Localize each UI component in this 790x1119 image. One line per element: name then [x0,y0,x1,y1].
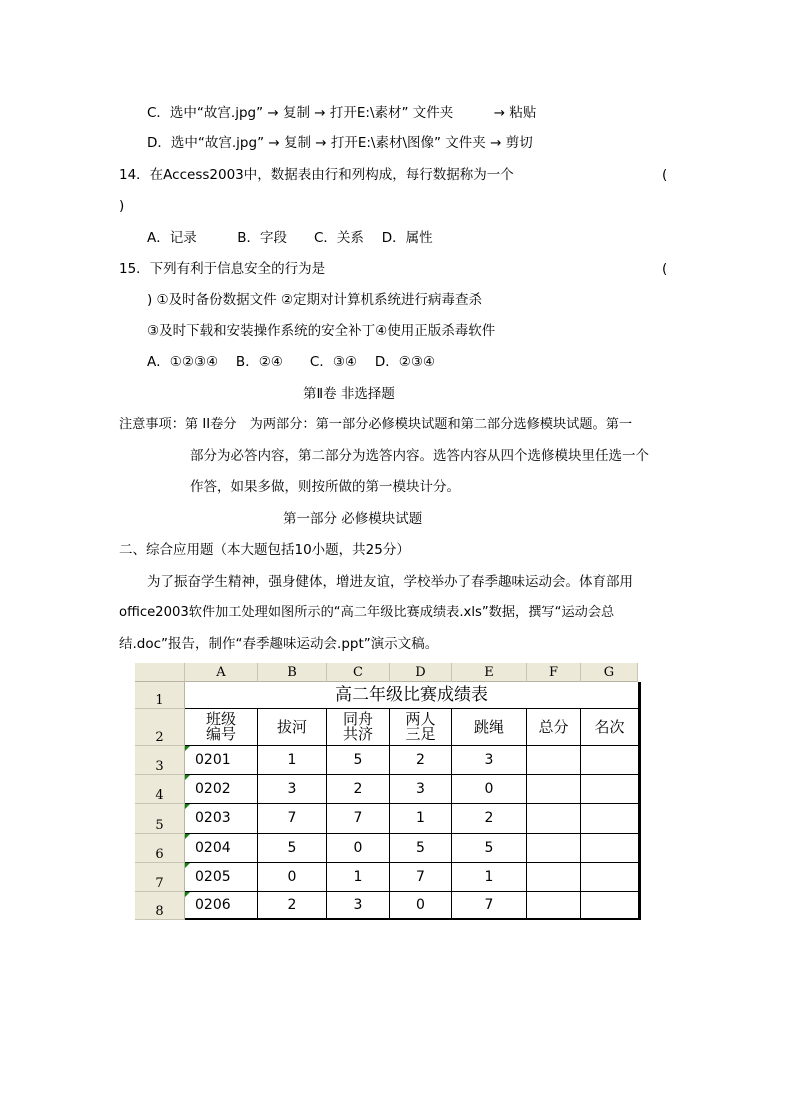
column-header-E: E [452,663,527,682]
table-cell: 0 [390,892,452,920]
header-cell: 同舟 共济 [327,709,390,746]
table-cell: 0205 [185,863,258,892]
row-number: 1 [155,693,164,708]
q15-options: A．①②③④ B．②④ C．③④ D．②③④ [147,354,436,370]
table-cell [581,775,641,804]
error-indicator-icon [185,746,190,751]
table-cell: 0 [452,775,527,804]
row-header-8 [135,892,185,920]
q15-line-3: ③及时下载和安装操作系统的安全补丁④使用正版杀毒软件 [147,323,496,339]
row-header-1 [135,682,185,709]
error-indicator-icon [185,863,190,868]
table-cell [527,834,581,863]
column-header-A: A [185,663,258,682]
table-cell: 7 [327,804,390,834]
table-cell: 2 [327,775,390,804]
table-cell: 1 [258,746,327,775]
table-cell [581,834,641,863]
spreadsheet-image [135,663,642,921]
q15-line-2: ) ①及时备份数据文件 ②定期对计算机系统进行病毒查杀 [147,292,483,308]
table-cell: 0206 [185,892,258,920]
table-cell: 0 [258,863,327,892]
q14-stem: 14．在Access2003中，数据表由行和列构成，每行数据称为一个 [119,167,514,183]
header-cell: 跳绳 [452,709,527,746]
paragraph-line-3: 结.doc”报告，制作“春季趣味运动会.ppt”演示文稿。 [119,636,439,652]
table-cell: 3 [452,746,527,775]
part-1-title: 第一部分 必修模块试题 [283,511,423,527]
q14-options: A．记录 B．字段 C．关系 D．属性 [147,230,433,246]
q13-option-c: C．选中“故宫.jpg” → 复制 → 打开E:\素材” 文件夹 → 粘贴 [147,105,537,121]
table-cell: 5 [258,834,327,863]
table-cell [527,746,581,775]
table-cell: 1 [452,863,527,892]
table-cell [581,746,641,775]
row-header-2 [135,709,185,746]
row-number: 2 [155,730,164,745]
error-indicator-icon [185,892,190,897]
sheet-corner [135,663,185,682]
table-cell [527,775,581,804]
header-cell: 班级 编号 [185,709,258,746]
column-header-D: D [390,663,452,682]
row-number: 3 [155,759,164,774]
table-cell: 5 [390,834,452,863]
table-cell: 7 [390,863,452,892]
notice-line-3: 作答，如果多做，则按所做的第一模块计分。 [190,479,460,495]
table-cell: 2 [452,804,527,834]
row-header-6 [135,834,185,863]
header-cell: 拔河 [258,709,327,746]
section-2-heading: 二、综合应用题（本大题包括10小题，共25分） [119,542,410,558]
table-cell: 0204 [185,834,258,863]
row-header-3 [135,746,185,775]
table-cell: 3 [258,775,327,804]
volume-2-title: 第Ⅱ卷 非选择题 [303,386,395,402]
row-number: 7 [155,876,164,891]
header-cell: 两人 三足 [390,709,452,746]
header-cell: 名次 [581,709,641,746]
table-cell: 0 [327,834,390,863]
notice-line-1: 注意事项：第 II卷分 为两部分：第一部分必修模块试题和第二部分选修模块试题。第一 [119,417,633,432]
row-number: 6 [155,847,164,862]
table-cell: 0203 [185,804,258,834]
table-cell: 0202 [185,775,258,804]
table-cell [527,863,581,892]
sheet-title: 高二年级比赛成绩表 [185,682,641,709]
table-cell: 3 [390,775,452,804]
column-header-B: B [258,663,327,682]
row-number: 5 [155,818,164,833]
paragraph-line-1: 为了振奋学生精神，强身健体，增进友谊，学校举办了春季趣味运动会。体育部用 [147,574,633,590]
paragraph-line-2: office2003软件加工处理如图所示的“高二年级比赛成绩表.xls”数据，撰写“运动会总 [119,605,615,620]
table-cell [581,892,641,920]
q15-stem: 15．下列有利于信息安全的行为是 [119,261,326,277]
table-cell: 7 [258,804,327,834]
row-header-7 [135,863,185,892]
row-header-5 [135,804,185,834]
table-cell: 0201 [185,746,258,775]
q14-paren-close: ) [119,198,125,214]
table-cell: 7 [452,892,527,920]
header-cell: 总分 [527,709,581,746]
row-number: 4 [155,788,164,803]
table-cell: 3 [327,892,390,920]
q13-option-d: D．选中“故宫.jpg” → 复制 → 打开E:\素材\图像” 文件夹 → 剪切 [147,135,533,151]
table-cell [527,892,581,920]
table-cell [527,804,581,834]
table-cell: 5 [327,746,390,775]
q14-paren-open: ( [662,167,668,183]
table-cell: 1 [390,804,452,834]
table-cell: 2 [390,746,452,775]
notice-line-2: 部分为必答内容，第二部分为选答内容。选答内容从四个选修模块里任选一个 [190,448,649,464]
table-cell [581,863,641,892]
error-indicator-icon [185,804,190,809]
column-header-F: F [527,663,581,682]
table-cell: 2 [258,892,327,920]
q15-paren-open: ( [662,261,668,277]
error-indicator-icon [185,834,190,839]
column-header-C: C [327,663,390,682]
row-number: 8 [155,904,164,919]
table-cell: 5 [452,834,527,863]
column-header-G: G [581,663,638,682]
table-cell [581,804,641,834]
table-cell: 1 [327,863,390,892]
row-header-4 [135,775,185,804]
error-indicator-icon [185,775,190,780]
